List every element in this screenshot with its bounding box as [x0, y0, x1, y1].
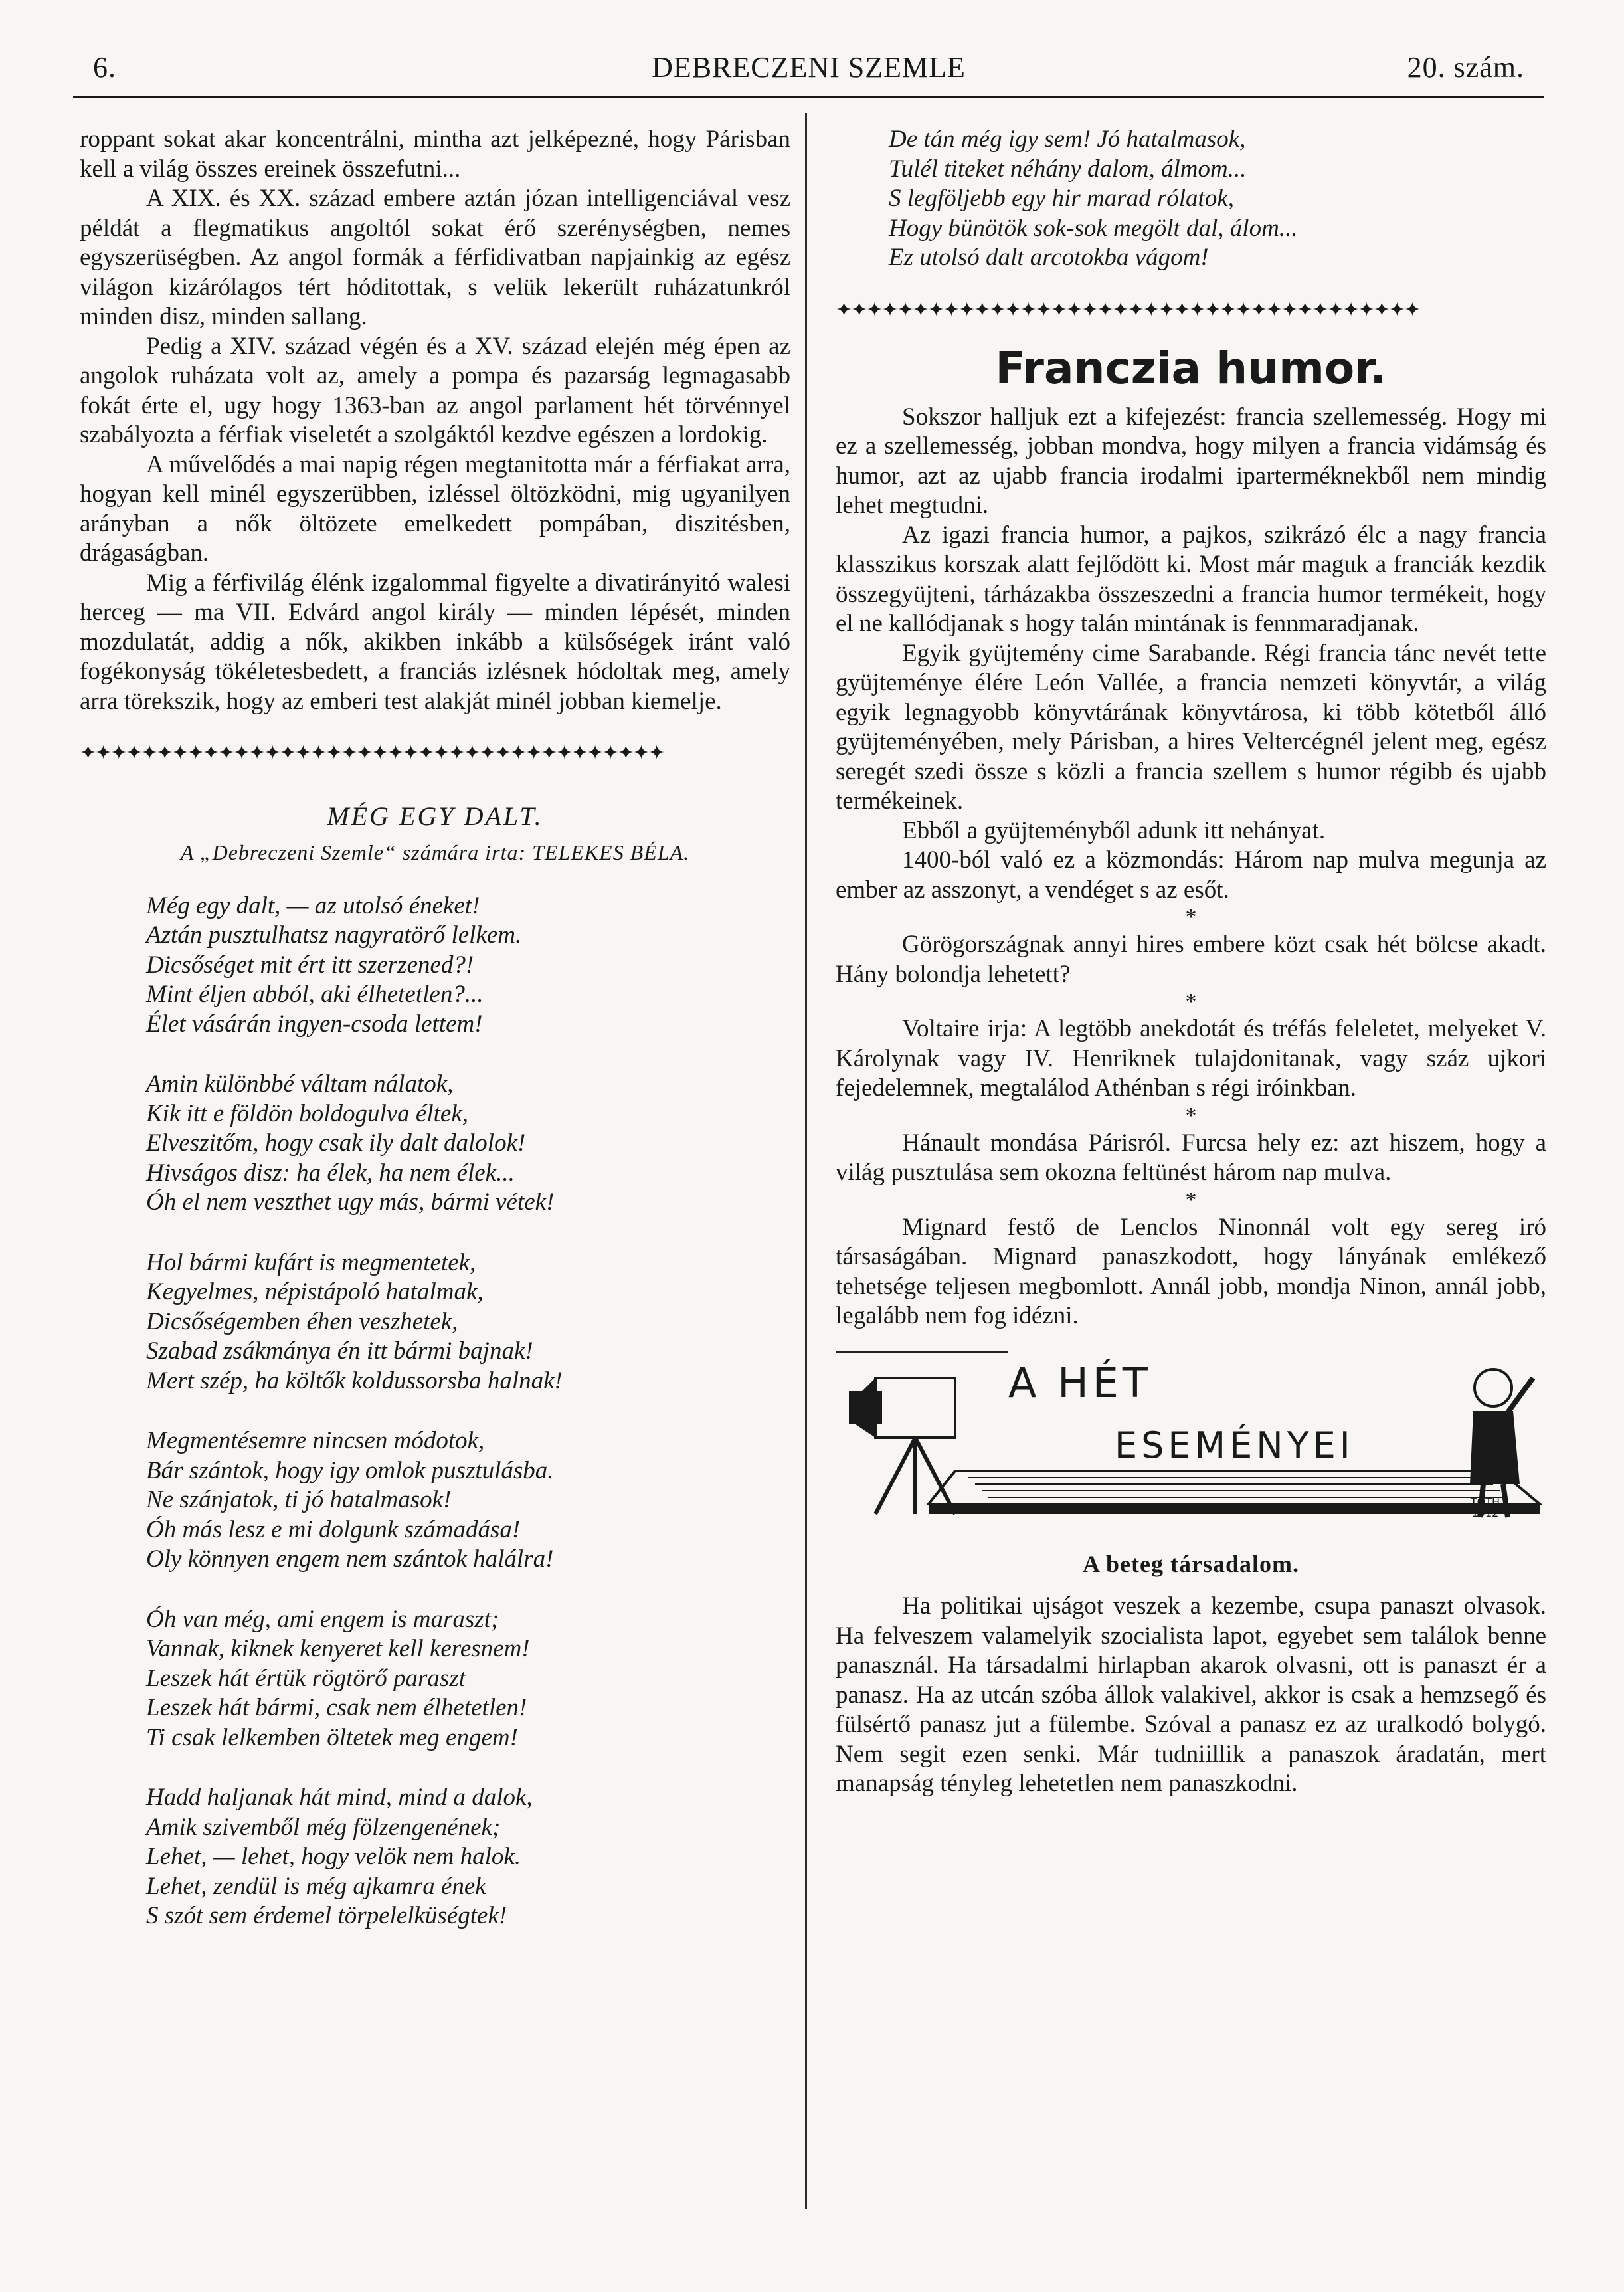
poem-final-stanza: [836, 125, 1546, 273]
poem-line: Mint éljen abból, aki élhetetlen?...: [146, 981, 484, 1008]
header-rule: [73, 96, 1544, 98]
humor-paragraph: Ebből a gyüjteményből adunk itt nehányat.: [902, 816, 1326, 844]
illustration-heading: [836, 1351, 1546, 1531]
page-number: 6.: [93, 51, 116, 84]
poem-byline: A „Debreczeni Szemle“ számára irta: TELEKES BÉLA.: [180, 840, 690, 864]
prose-paragraph: A XIX. és XX. század embere aztán józan intelligenciával vesz példát a flegmatikus angoltól sokat érő szerénységben, nemes egyszerüségben. Az angol formák a férfidivatban napjainkig az egész világon kizárólagos tért hóditottak, s velük lekerült ruházatunkról minden disz, minden sallang.: [80, 185, 790, 330]
poem-line: Bár szántok, hogy igy omlok pusztulásba.: [146, 1456, 554, 1484]
anecdote-paragraph: Mignard festő de Lenclos Ninonnál volt egy sereg iró társaságában. Mignard panaszkodott, hogy lányának emlékező tehetsége teljesen megbomlott. Annál jobb, mondja Ninon, annál jobb, legalább nem fog idézni.: [836, 1213, 1546, 1329]
poem-line: Vannak, kiknek kenyeret kell keresnem!: [146, 1635, 530, 1662]
asterisk-separator: *: [1185, 1187, 1197, 1212]
prose-paragraph: Pedig a XIV. század végén és a XV. század elején még épen az angolok ruházata volt az, amely a pompa és pazarság legmagasabb fokát érte el, ugy hogy 1363-ban az angol parlament hét törvénnyel szabályozta a férfiak viseletét a szolgáktól kezdve egészen a lordokig.: [80, 332, 790, 448]
asterisk-separator: *: [1185, 989, 1197, 1014]
poem-line: Élet vásárán ingyen-csoda lettem!: [146, 1010, 483, 1038]
asterisk-separator: *: [1185, 1103, 1197, 1128]
poem-line: Még egy dalt, — az utolsó éneket!: [146, 892, 480, 919]
poem-line: Óh van még, ami engem is maraszt;: [146, 1605, 499, 1633]
poem-line: Óh el nem veszthet ugy más, bármi vétek!: [146, 1189, 555, 1216]
illustration-title-line2: ESEMÉNYEI: [1115, 1424, 1354, 1466]
poem-line: Mert szép, ha költők koldussorsba halnak!: [146, 1367, 563, 1394]
asterisk-separator: *: [1185, 905, 1197, 929]
poem-line: Ne szánjatok, ti jó hatalmasok!: [146, 1486, 452, 1513]
prose-paragraph: roppant sokat akar koncentrálni, mintha azt jelképezné, hogy Párisban kell a világ összes ereinek összefutni...: [80, 126, 790, 183]
anecdote-paragraph: Görögországnak annyi hires embere közt csak hét bölcse akadt. Hány bolondja lehetett?: [836, 931, 1546, 988]
poem-line: S szót sem érdemel törpelelküségtek!: [146, 1902, 507, 1929]
poem-stanza: [146, 1248, 790, 1396]
poem-line: Tulél titeket néhány dalom, álmom...: [889, 155, 1247, 183]
anecdote-paragraph: Voltaire irja: A legtöbb anekdotát és tréfás feleletet, melyeket V. Károlynak vagy IV. Henriknek tulajdonitanak, vagy száz ujkori fejedelemnek, megtalálod Athénban s régi iróinkban.: [836, 1015, 1546, 1101]
issue-number: 20. szám.: [1407, 51, 1524, 84]
poem-line: Megmentésemre nincsen módotok,: [146, 1427, 485, 1454]
humor-paragraph: Egyik gyüjtemény cime Sarabande. Régi francia tánc nevét tette gyüjteménye élére León Vallée, a francia nemzeti könyvtár, a világ egyik legnagyobb könyvtárának könyvtárosa, ki több kötetből álló gyüjteményében, mely Párisban, a hires Veltercégnél jelent meg, egész seregét szedi össze s közli a francia szellem s humor régibb és ujabb termékeinek.: [836, 639, 1546, 814]
page-header: [86, 47, 1531, 100]
poem-line: Szabad zsákmánya én itt bármi bajnak!: [146, 1337, 533, 1365]
anecdote-paragraph: Hánault mondása Párisról. Furcsa hely ez: azt hiszem, hogy a világ pusztulása sem okozna feltünést három nap mulva.: [836, 1129, 1546, 1186]
artist-signature: [1471, 1496, 1500, 1519]
right-column: [836, 125, 1546, 1799]
poem-line: S legföljebb egy hir marad rólatok,: [889, 185, 1234, 212]
poem-line: Lehet, zendül is még ajkamra ének: [146, 1872, 486, 1900]
poem-line: Kegyelmes, népistápoló hatalmak,: [146, 1278, 484, 1305]
ornament-divider: ✦✦✦✦✦✦✦✦✦✦✦✦✦✦✦✦✦✦✦✦✦✦✦✦✦✦✦✦✦✦✦✦✦✦✦✦✦✦: [80, 742, 664, 764]
humor-paragraph: 1400-ból való ez a közmondás: Három nap mulva megunja az ember az asszonyt, a vendéget s az esőt.: [836, 846, 1546, 904]
artist-signature-year: 1912: [1471, 1506, 1499, 1519]
poem-stanza: [146, 1070, 790, 1218]
poem-line: Ez utolsó dalt arcotokba vágom!: [889, 244, 1209, 271]
prose-paragraph: A művelődés a mai napig régen megtanitotta már a férfiakat arra, hogyan kell minél egyszerübben, izléssel öltözködni, mig ugyanilyen arányban a nők öltözete emelkedett pompában, diszitésben, drágaságban.: [80, 450, 790, 567]
poem-line: Elveszitőm, hogy csak ily dalt dalolok!: [146, 1129, 526, 1157]
poem-line: Dicsőségemben éhen veszhetek,: [146, 1307, 458, 1335]
poem: [80, 892, 790, 1931]
journal-title: DEBRECZENI SZEMLE: [652, 51, 966, 84]
poem-line: De tán még igy sem! Jó hatalmasok,: [889, 126, 1246, 153]
poem-line: Hivságos disz: ha élek, ha nem élek...: [146, 1159, 515, 1187]
prose-paragraph: Mig a férfivilág élénk izgalommal figyelte a divatirányitó walesi herceg — ma VII. Edvárd angol király — minden lépését, minden mozdulatát, addig a nők, akikben inkább a külsőségek iránt való fogékonyság tökéletesbedett, a franciás izlésnek hódoltak meg, amely arra törekszik, hogy az emberi test alakját minél jobban kiemelje.: [80, 569, 790, 715]
poem-line: Amin különbbé váltam nálatok,: [146, 1070, 454, 1098]
poem-stanza: [146, 892, 790, 1040]
poem-title: MÉG EGY DALT.: [327, 801, 543, 831]
poem-line: Kik itt e földön boldogulva éltek,: [146, 1099, 469, 1127]
poem-line: Hogy bünötök sok-sok megölt dal, álom...: [889, 214, 1298, 242]
poem-line: Ti csak lelkemben öltetek meg engem!: [146, 1723, 518, 1751]
poem-stanza: [146, 1605, 790, 1753]
poem-line: Oly könnyen engem nem szántok halálra!: [146, 1545, 554, 1573]
poem-line: Óh más lesz e mi dolgunk számadása!: [146, 1515, 521, 1543]
humor-paragraph: Sokszor halljuk ezt a kifejezést: francia szellemesség. Hogy mi ez a szellemesség, jobban mondva, hogy milyen a francia vidámság és humor, azt az ujabb francia irodalmi iparterméknekből nem mindig lehet megtudni.: [836, 403, 1546, 519]
poem-line: Amik szivemből még fölzengenének;: [146, 1813, 501, 1841]
article-paragraph: Ha politikai ujságot veszek a kezembe, csupa panaszt olvasok. Ha felveszem valamelyik szocialista lapot, egyebet sem találok benne panasznál. Ha társadalmi hirlapban akarok olvasni, ott is panaszt ér a panasz. Ha az utcán szóba állok valakivel, akkor is csak a hemzsegő és fülsértő panasz jut a fülembe. Szóval a panasz ez az uralkodó bolygó. Nem segit ezen senki. Már tudniillik a panaszok áradatán, mert manapság tényleg lehetetlen nem panaszkodni.: [836, 1592, 1546, 1797]
illustration-title-line1: A HÉT: [1008, 1358, 1152, 1407]
ornament-divider: ✦✦✦✦✦✦✦✦✦✦✦✦✦✦✦✦✦✦✦✦✦✦✦✦✦✦✦✦✦✦✦✦✦✦✦✦✦✦: [836, 298, 1420, 321]
poem-stanza: [146, 1783, 790, 1931]
humor-paragraph: Az igazi francia humor, a pajkos, szikrázó élc a nagy francia klasszikus korszak alatt fejlődött ki. Most már maguk a franciák kezdik összegyüjteni, tárházakba összeszedni a francia humor termékeit, hogy el ne kallódjanak s hogy talán mintának is fennmaradjanak.: [836, 521, 1546, 637]
poem-line: Hol bármi kufárt is megmentetek,: [146, 1248, 476, 1276]
poem-line: Leszek hát bármi, csak nem élhetetlen!: [146, 1694, 527, 1721]
poem-line: Aztán pusztulhatsz nagyratörő lelkem.: [146, 921, 522, 949]
poem-stanza: [146, 1426, 790, 1575]
column-divider: [805, 113, 807, 2209]
section-title: Franczia humor.: [995, 343, 1387, 394]
left-column: [80, 125, 790, 1962]
artist-signature-name: TÓTH: [1470, 1495, 1500, 1508]
poem-line: Dicsőséget mit ért itt szerzened?!: [146, 951, 474, 979]
article-subtitle: A beteg társadalom.: [1083, 1550, 1299, 1577]
poem-line: Leszek hát értük rögtörő paraszt: [146, 1664, 466, 1692]
illustration-rule: [836, 1351, 1008, 1353]
poem-line: Lehet, — lehet, hogy velök nem halok.: [146, 1843, 521, 1870]
poem-line: Hadd haljanak hát mind, mind a dalok,: [146, 1784, 533, 1811]
